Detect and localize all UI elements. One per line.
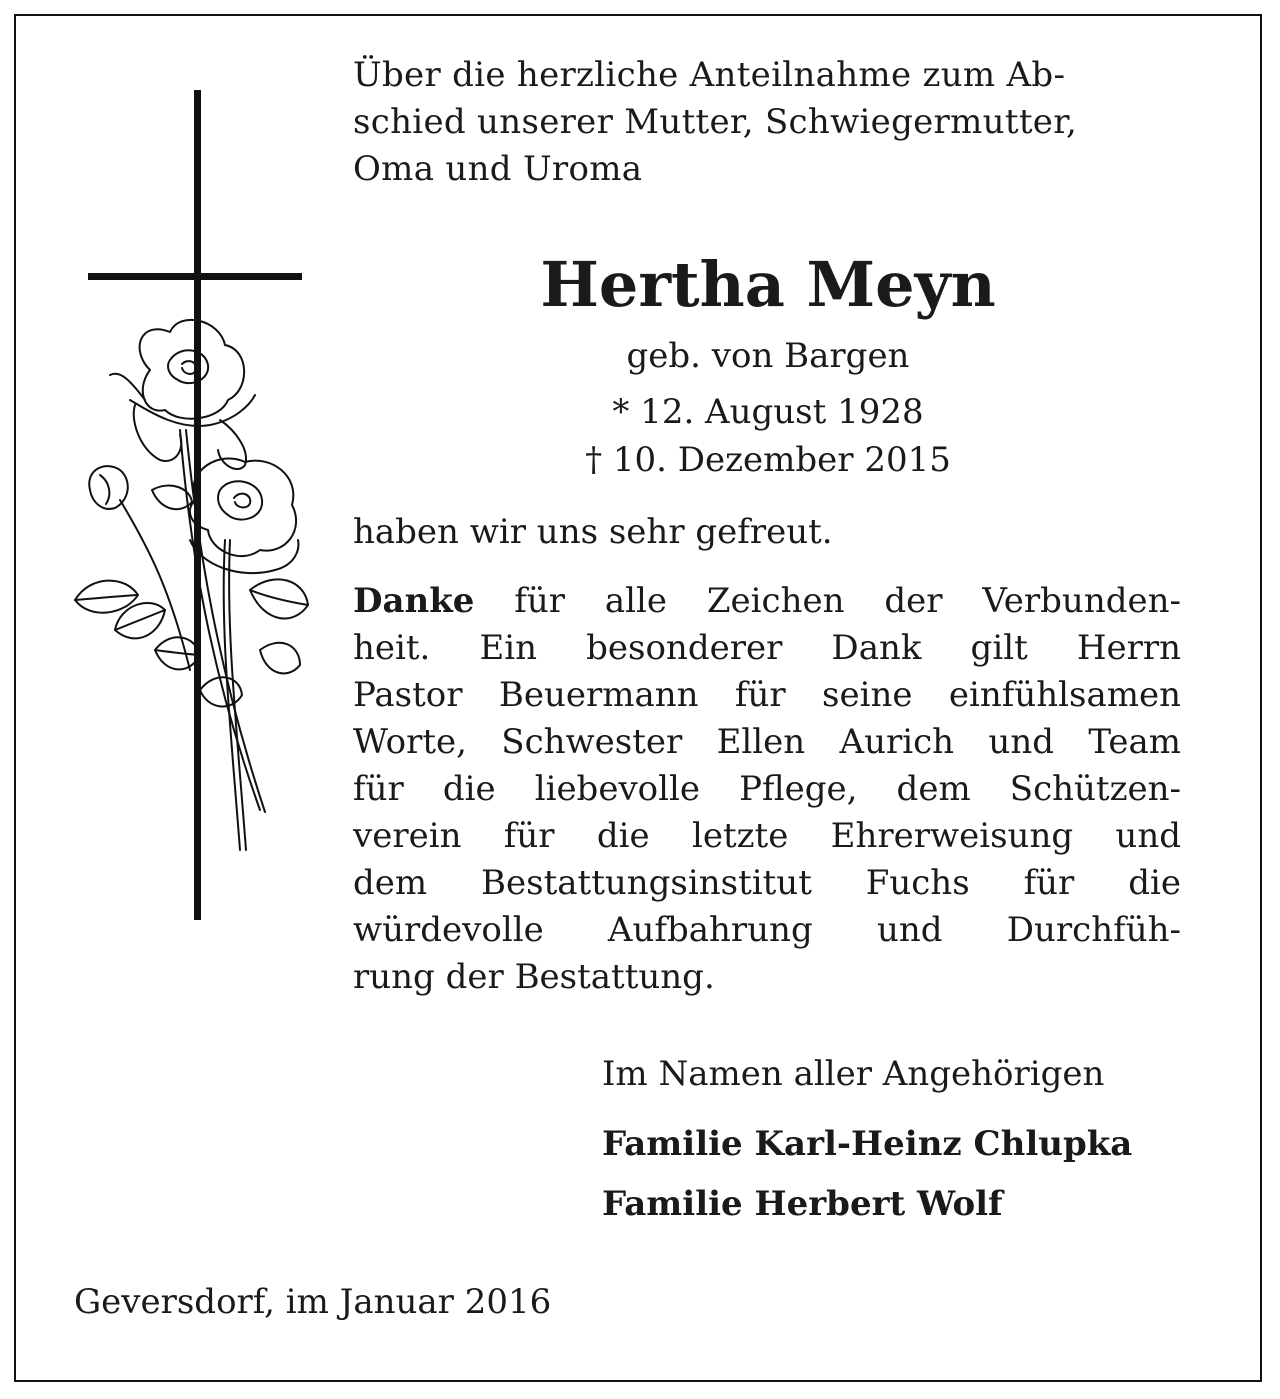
body-line [353, 578, 1181, 625]
body-line: verein für die letzte Ehrerweisung und [353, 816, 1181, 856]
thanks-lead: haben wir uns sehr gefreut. [353, 512, 833, 552]
family-name: Familie Herbert Wolf [602, 1184, 1003, 1224]
deceased-name: Hertha Meyn [540, 248, 996, 321]
family-name: Familie Karl-Heinz Chlupka [602, 1124, 1133, 1164]
signature-intro: Im Namen aller Angehörigen [602, 1054, 1105, 1094]
body-line: Pastor Beuermann für seine einfühlsamen [353, 675, 1181, 715]
cross-with-roses-illustration [60, 70, 320, 930]
roses-icon [75, 320, 308, 850]
death-date: † 10. Dezember 2015 [585, 440, 951, 480]
body-line: Worte, Schwester Ellen Aurich und Team [353, 722, 1181, 762]
intro-line: Über die herzliche Anteilnahme zum Ab- [353, 55, 1066, 95]
body-line: dem Bestattungsinstitut Fuchs für die [353, 863, 1181, 903]
body-line: heit. Ein besonderer Dank gilt Herrn [353, 628, 1181, 668]
body-line: rung der Bestattung. [353, 957, 715, 997]
body-line-rest: für alle Zeichen der Verbunden- [474, 581, 1181, 621]
body-line: für die liebevolle Pflege, dem Schützen- [353, 769, 1181, 809]
body-line: würdevolle Aufbahrung und Durchfüh- [353, 910, 1181, 950]
intro-line: Oma und Uroma [353, 149, 643, 189]
thanks-body [353, 578, 1181, 1001]
birth-date: * 12. August 1928 [612, 392, 924, 432]
maiden-name: geb. von Bargen [626, 336, 910, 376]
intro-line: schied unserer Mutter, Schwiegermutter, [353, 102, 1078, 142]
intro-text [353, 52, 1183, 193]
place-and-date: Geversdorf, im Januar 2016 [74, 1282, 552, 1322]
danke-lead: Danke [353, 581, 475, 621]
